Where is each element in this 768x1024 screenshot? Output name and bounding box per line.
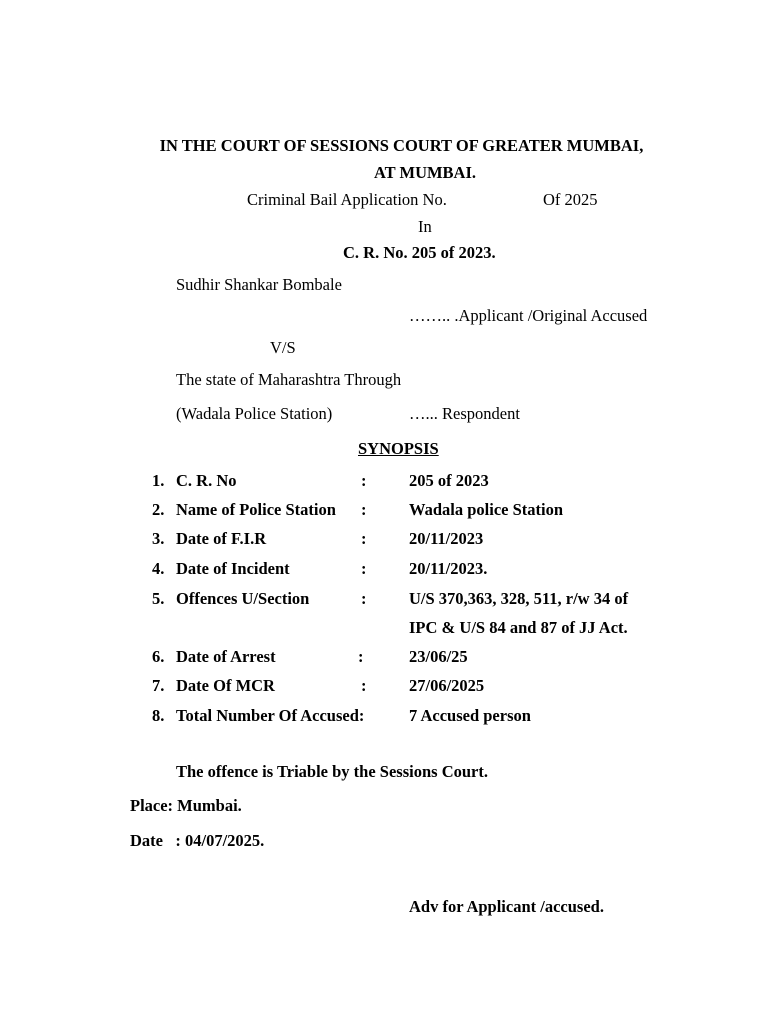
row-label: Date of Incident (176, 559, 290, 578)
application-label: Criminal Bail Application No. (247, 190, 447, 209)
row-number: 6. (152, 647, 165, 666)
row-number: 5. (152, 589, 165, 608)
applicant-role: …….. .Applicant /Original Accused (409, 306, 648, 325)
row-colon: : (361, 589, 367, 608)
application-year: Of 2025 (543, 190, 598, 209)
row-number: 1. (152, 471, 165, 490)
synopsis-row (0, 708, 768, 728)
triable-statement: The offence is Triable by the Sessions Court. (176, 762, 488, 781)
row-value: Wadala police Station (409, 500, 564, 519)
in-label: In (418, 217, 432, 236)
respondent-role: …... Respondent (409, 404, 520, 423)
row-label: Total Number Of Accused: (176, 706, 365, 725)
synopsis-row (0, 561, 768, 581)
row-label: Offences U/Section (176, 589, 310, 608)
applicant-name: Sudhir Shankar Bombale (176, 275, 342, 294)
row-label: Date of F.I.R (176, 529, 267, 548)
row-number: 8. (152, 706, 165, 725)
row-value: 27/06/2025 (409, 676, 485, 695)
respondent-station: (Wadala Police Station) (176, 404, 333, 423)
synopsis-row (0, 649, 768, 669)
row-label: Date Of MCR (176, 676, 275, 695)
row-value: 20/11/2023. (409, 559, 488, 578)
row-value: U/S 370,363, 328, 511, r/w 34 of (409, 589, 629, 608)
date-line: Date : 04/07/2025. (130, 831, 265, 850)
synopsis-row (0, 473, 768, 493)
row-number: 4. (152, 559, 165, 578)
synopsis-row (0, 502, 768, 522)
row-number: 7. (152, 676, 165, 695)
row-colon: : (361, 676, 367, 695)
row-number: 2. (152, 500, 165, 519)
place-line: Place: Mumbai. (130, 796, 242, 815)
respondent-name: The state of Maharashtra Through (176, 370, 402, 389)
synopsis-row (0, 591, 768, 611)
row-colon: : (361, 500, 367, 519)
row-value: 7 Accused person (409, 706, 531, 725)
advocate-signature-line: Adv for Applicant /accused. (409, 897, 604, 916)
row-label: Date of Arrest (176, 647, 276, 666)
row-colon: : (361, 529, 367, 548)
court-heading-line2: AT MUMBAI. (373, 163, 477, 182)
synopsis-row (0, 531, 768, 551)
row-value-continuation: IPC & U/S 84 and 87 of JJ Act. (409, 618, 628, 637)
synopsis-row (0, 678, 768, 698)
row-label: Name of Police Station (176, 500, 336, 519)
court-heading-line1: IN THE COURT OF SESSIONS COURT OF GREATER MUMBAI, (159, 136, 644, 155)
row-label: C. R. No (176, 471, 237, 490)
row-colon: : (358, 647, 364, 666)
synopsis-title: SYNOPSIS (358, 439, 439, 458)
row-colon: : (361, 559, 367, 578)
synopsis-row-continuation (0, 620, 768, 640)
row-value: 205 of 2023 (409, 471, 489, 490)
row-colon: : (361, 471, 367, 490)
row-number: 3. (152, 529, 165, 548)
row-value: 20/11/2023 (409, 529, 484, 548)
row-value: 23/06/25 (409, 647, 468, 666)
versus-label: V/S (270, 338, 296, 357)
cr-number: C. R. No. 205 of 2023. (343, 243, 496, 262)
